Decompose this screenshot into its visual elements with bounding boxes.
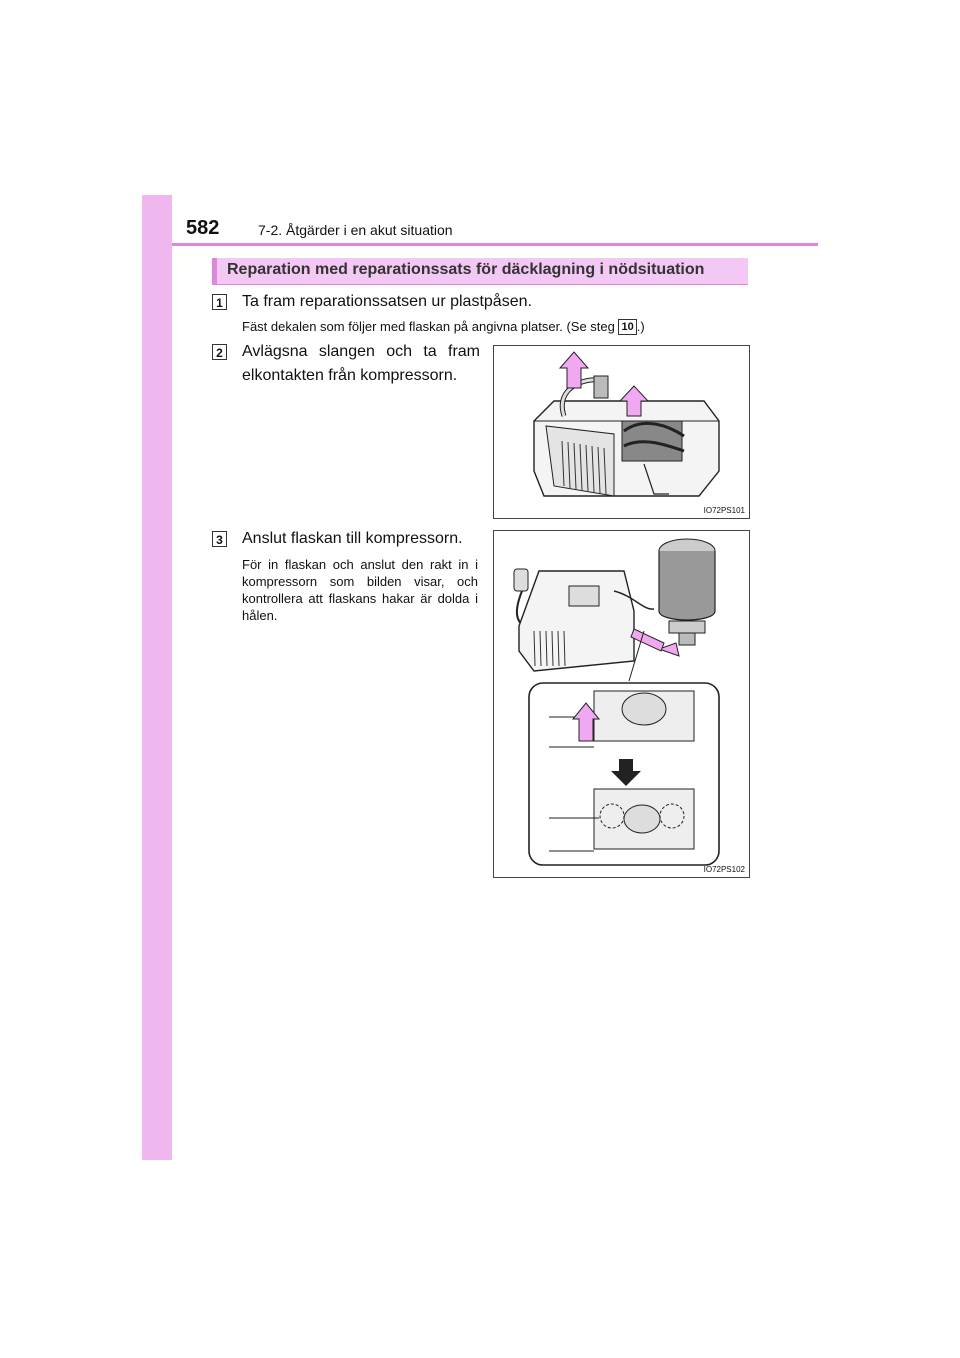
step-1-note [242,318,645,335]
step-1-number: 1 [212,294,227,310]
step-2-number: 2 [212,344,227,360]
compressor-illustration [494,346,749,518]
figure-code: IO72PS101 [703,506,745,515]
page-number: 582 [186,217,220,239]
step-1-note-text: Fäst dekalen som följer med flaskan på angivna platser. (Se steg [242,319,619,334]
step-2-text [242,340,480,388]
chapter-title: 7-2. Åtgärder i en akut situation [258,222,453,238]
bottle-connection-illustration [494,531,749,877]
step-3-text: Anslut flaskan till kompressorn. [242,530,463,547]
step-3-number: 3 [212,531,227,547]
section-title: Reparation med reparationssats för däcklagning i nödsituation [227,261,705,278]
figure-code: IO72PS102 [703,865,745,874]
step-2-line-2: elkontakten från kompressorn. [242,367,458,384]
section-rule [212,284,748,285]
step-ref-box[interactable]: 10 [618,319,636,335]
step-3-note: För in flaskan och anslut den rakt in i kompressorn som bilden visar, och kontrollera att flaskans hakar är dolda i hålen. [242,557,478,623]
step-2-line-1: Avlägsna slangen och ta fram [242,343,480,360]
chapter-sidebar [142,195,172,1160]
step-1-text: Ta fram reparationssatsen ur plastpåsen. [242,293,532,310]
compressor-figure [493,345,750,519]
header-rule [172,243,818,246]
step-1-note-end: .) [636,319,645,334]
bottle-connection-figure [493,530,750,878]
section-heading [212,258,748,284]
